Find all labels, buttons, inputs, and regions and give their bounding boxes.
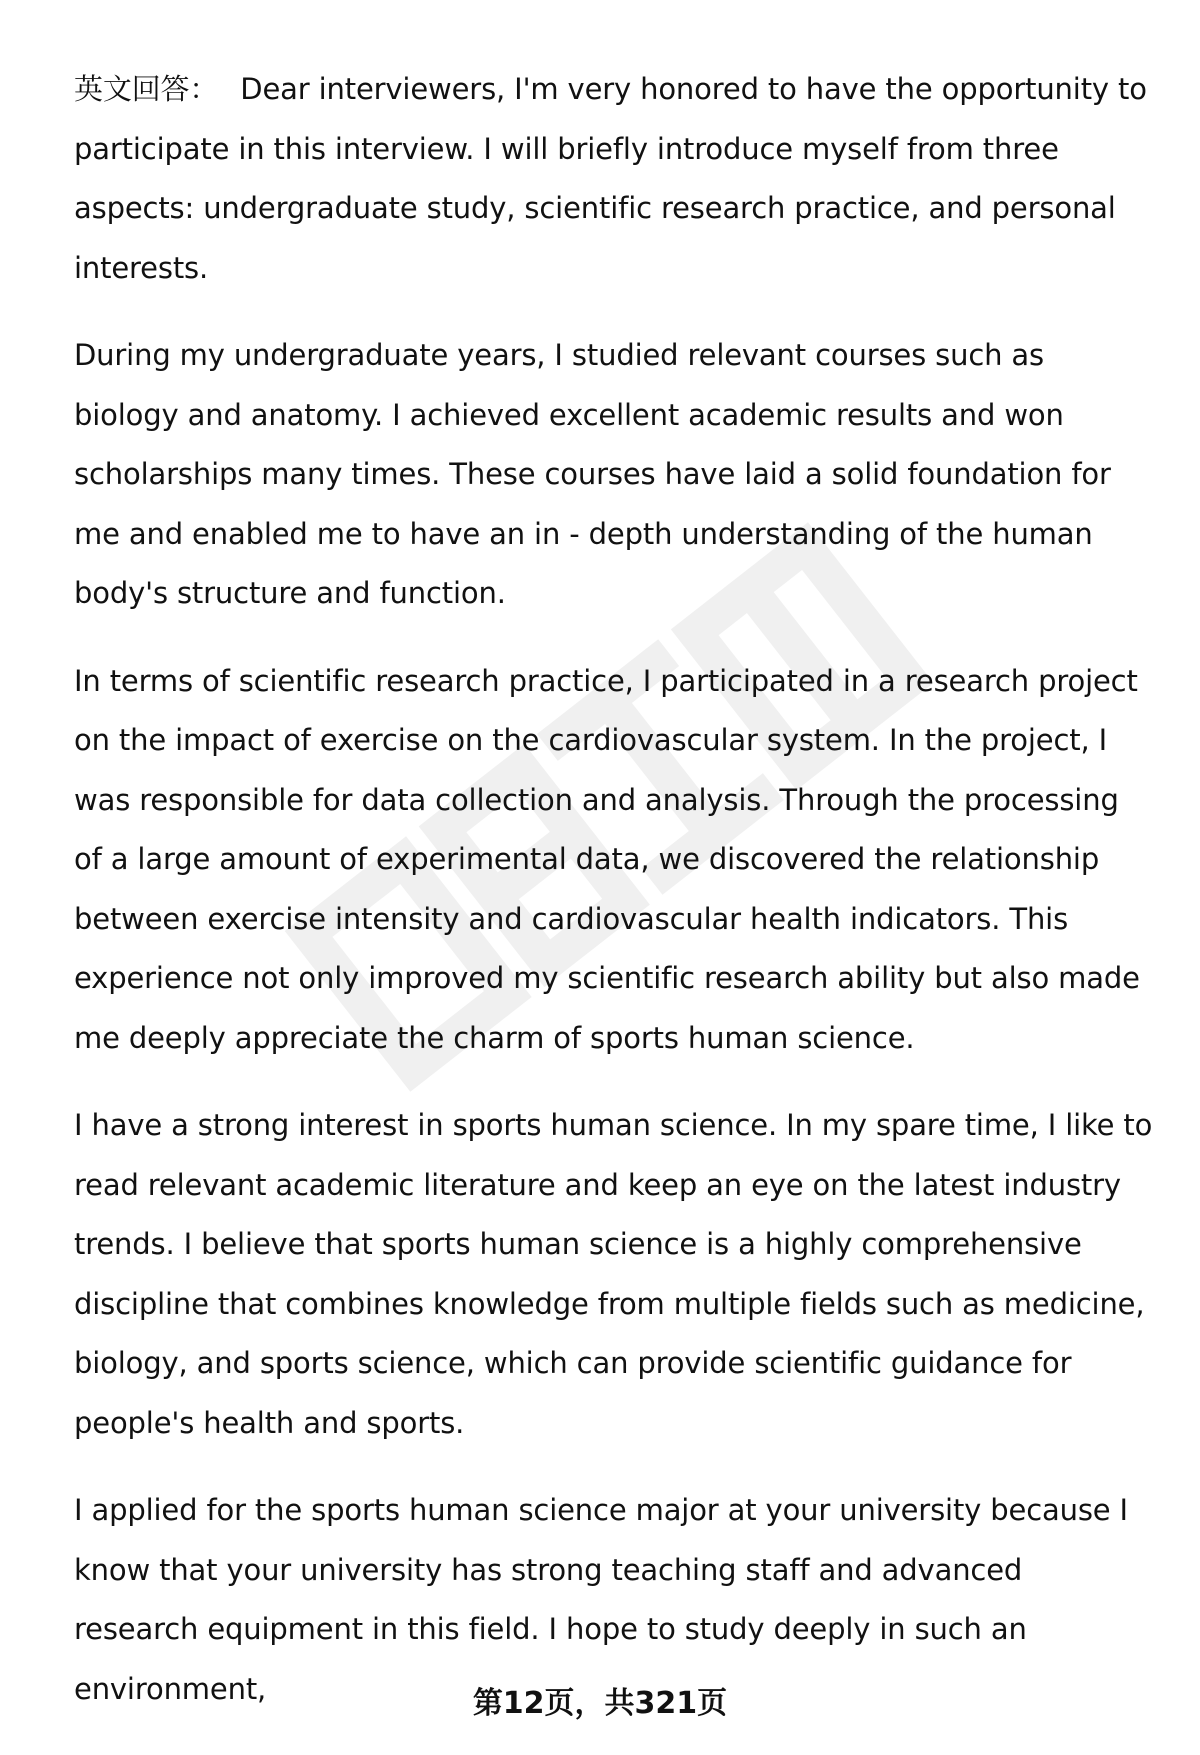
answer-label: 英文回答： [74,72,219,106]
paragraph-interests: I have a strong interest in sports human science. In my spare time, I like to read relevant academic literature and keep an eye on the latest industry trends. I believe that sports human science is a highly comprehensive discipline that combines knowledge from multiple fields such as medicine, biology, and sports science, which can provide scientific guidance for people's health and sports. [74,1108,1153,1440]
paragraph-application: I applied for the sports human science major at your university because I know that your university has strong teaching staff and advanced research equipment in this field. I hope to study deeply in such an environment, [74,1493,1128,1706]
intro-paragraph [74,60,1154,298]
paragraph-research: In terms of scientific research practice, I participated in a research project on the impact of exercise on the cardiovascular system. In the project, I was responsible for data collection and analysis. Through the processing of a large amount of experimental data, we discovered the relationship between exercise intensity and cardiovascular health indicators. This experience not only improved my scientific research ability but also made me deeply appreciate the charm of sports human science. [74,663,1140,1055]
intro-text: Dear interviewers, I'm very honored to have the opportunity to participate in this interview. I will briefly introduce myself from three aspects: undergraduate study, scientific research practice, and personal interests. [74,72,1147,285]
paragraph-undergraduate: During my undergraduate years, I studied relevant courses such as biology and anatomy. I achieved excellent academic results and won scholarships many times. These courses have laid a solid foundation for me and enabled me to have an in - depth understanding of the human body's structure and function. [74,338,1111,610]
document-body [74,60,1154,1747]
page-number: 第12页，共321页 [472,1686,728,1721]
